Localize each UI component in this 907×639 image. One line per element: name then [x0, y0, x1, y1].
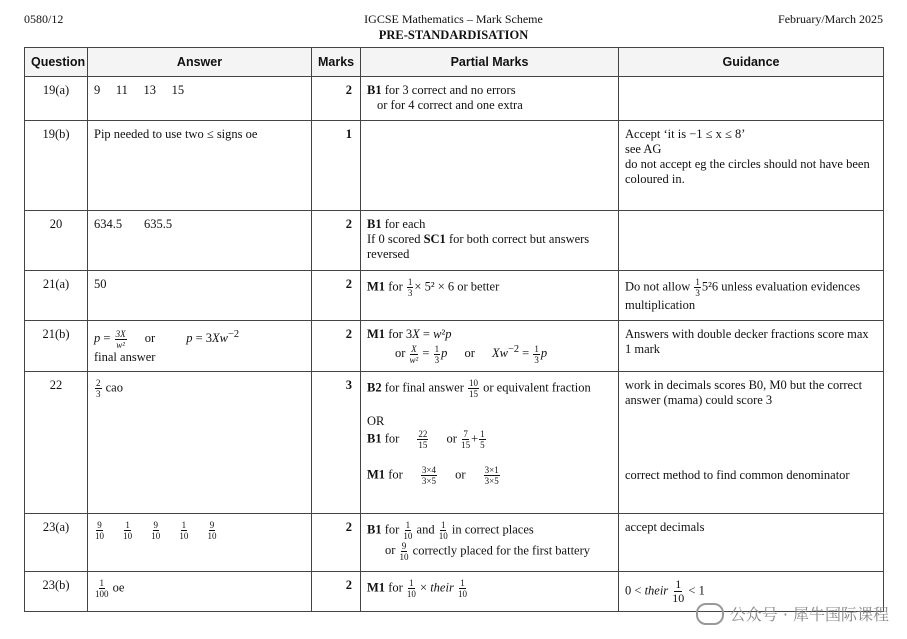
fraction: $\frac{1}{10}$: [672, 576, 685, 605]
fraction: $\frac{1}{10}$: [403, 519, 413, 541]
guidance-cell: [619, 211, 884, 271]
answer-cell: $\frac{1}{100}$ oe: [88, 571, 312, 611]
partial-marks-cell: B1 for 3 correct and no errors or for 4 correct and one extra: [361, 77, 619, 121]
fraction: $\frac{3X}{\text{w²}}$: [115, 328, 126, 350]
marks-cell: 1: [312, 121, 361, 211]
answer-cell: Pip needed to use two ≤ signs oe: [88, 121, 312, 211]
marks-cell: 2: [312, 571, 361, 611]
col-header-marks: Marks: [312, 48, 361, 77]
document-subtitle: PRE-STANDARDISATION: [378, 28, 529, 42]
partial-marks-cell: M1 for $\frac{1}{10}$ × their $\frac{1}{10}$: [361, 571, 619, 611]
answer-cell: [88, 513, 312, 571]
question-number: 21(b): [25, 321, 88, 372]
fraction: $\frac{3\times 4}{3\times 5}$: [421, 464, 436, 486]
table-row: [25, 211, 884, 271]
fraction: $\frac{3\times 1}{3\times 5}$: [484, 464, 499, 486]
fraction: $\frac{9}{10}$: [95, 519, 104, 541]
fraction: $\frac{1}{3}$: [434, 343, 440, 365]
answer-cell: 634.5 635.5: [88, 211, 312, 271]
document-title: IGCSE Mathematics – Mark Scheme: [364, 12, 543, 26]
question-number: 23(a): [25, 513, 88, 571]
col-header-question: Question: [25, 48, 88, 77]
fraction: $\frac{X}{\text{w²}}$: [409, 343, 419, 365]
answer-cell: 9 11 13 15: [88, 77, 312, 121]
guidance-cell: accept decimals: [619, 513, 884, 571]
question-number: 20: [25, 211, 88, 271]
col-header-guidance: Guidance: [619, 48, 884, 77]
marks-cell: 2: [312, 77, 361, 121]
partial-marks-cell: B1 for each If 0 scored SC1 for both correct but answers reversed: [361, 211, 619, 271]
fraction: $\frac{1}{10}$: [179, 519, 189, 541]
fraction: $\frac{2}{3}$: [96, 377, 101, 399]
fraction: $\frac{1}{10}$: [123, 519, 133, 541]
fraction: $\frac{7}{15}$: [461, 428, 471, 450]
partial-marks-cell: M1 for 3X = w²p or $\frac{X}{\text{w²}}$ = $\frac{1}{3}$ p or $Xw^{-2}$ = $\frac{1}{3}$ p: [361, 321, 619, 372]
marks-cell: 2: [312, 211, 361, 271]
fraction: $\frac{9}{10}$: [399, 540, 409, 562]
guidance-cell: 0 < their $\frac{1}{10}$ < 1: [619, 571, 884, 611]
fraction: $\frac{1}{10}$: [457, 577, 467, 599]
guidance-cell: [619, 77, 884, 121]
guidance-cell: Answers with double decker fractions score max 1 mark: [619, 321, 884, 372]
fraction: $\frac{1}{3}$: [407, 277, 413, 298]
fraction: $\frac{10}{15}$: [468, 377, 478, 399]
paper-code: 0580/12: [24, 12, 64, 26]
table-row: [25, 371, 884, 513]
table-row: [25, 121, 884, 211]
partial-marks-cell: B2 for final answer $\frac{10}{15}$ or equivalent fraction OR B1 for $\frac{22}{15}$ or $\frac{7}{15}$ + $\frac{1}{5}$ M1 for $\frac{3\times 4}{3\times 5}$ or $\frac{3\times 1}{3\times 5}$: [361, 371, 619, 513]
question-number: 19(a): [25, 77, 88, 121]
fraction: $\frac{1}{3}$: [695, 277, 700, 298]
watermark: 公众号 · 犀牛国际课程: [696, 602, 889, 625]
fraction: $\frac{22}{15}$: [418, 428, 428, 450]
partial-marks-cell: M1 for $\frac{1}{3}$ × 5² × 6 or better: [361, 271, 619, 321]
marks-cell: 2: [312, 321, 361, 372]
partial-marks-cell: B1 for $\frac{1}{10}$ and $\frac{1}{10}$ in correct places or $\frac{9}{10}$ correctly placed for the first battery: [361, 513, 619, 571]
question-number: 23(b): [25, 571, 88, 611]
question-number: 22: [25, 371, 88, 513]
table-row: [25, 321, 884, 372]
fraction: $\frac{1}{3}$: [534, 343, 539, 365]
wechat-icon: [696, 603, 724, 625]
page-header: [24, 12, 883, 48]
fraction: $\frac{9}{10}$: [207, 519, 217, 541]
fraction: $\frac{1}{100}$: [95, 577, 109, 599]
guidance-cell: Accept ‘it is −1 ≤ x ≤ 8’ see AG do not accept eg the circles should not have been coloured in.: [619, 121, 884, 211]
table-header-row: [25, 48, 884, 77]
table-row: [25, 77, 884, 121]
guidance-cell: work in decimals scores B0, M0 but the correct answer (mama) could score 3 correct method to find common denominator: [619, 371, 884, 513]
exam-session: February/March 2025: [778, 12, 883, 26]
answer-cell: $\frac{2}{3}$ cao: [88, 371, 312, 513]
fraction: $\frac{9}{10}$: [151, 519, 161, 541]
question-number: 19(b): [25, 121, 88, 211]
col-header-partial-marks: Partial Marks: [361, 48, 619, 77]
fraction: $\frac{1}{10}$: [406, 577, 416, 599]
fraction: $\frac{1}{10}$: [438, 519, 448, 541]
mark-scheme-table: [24, 47, 884, 612]
col-header-answer: Answer: [88, 48, 312, 77]
partial-marks-cell: [361, 121, 619, 211]
answer-cell: p = $\frac{3X}{\text{w²}}$ or $p = 3Xw^{-2}$ final answer: [88, 321, 312, 372]
answer-cell: 50: [88, 271, 312, 321]
table-row: [25, 513, 884, 571]
marks-cell: 3: [312, 371, 361, 513]
fraction: $\frac{1}{5}$: [480, 428, 485, 450]
table-row: [25, 271, 884, 321]
guidance-cell: Do not allow $\frac{1}{3}$ 5²6 unless evaluation evidences multiplication: [619, 271, 884, 321]
marks-cell: 2: [312, 271, 361, 321]
question-number: 21(a): [25, 271, 88, 321]
marks-cell: 2: [312, 513, 361, 571]
